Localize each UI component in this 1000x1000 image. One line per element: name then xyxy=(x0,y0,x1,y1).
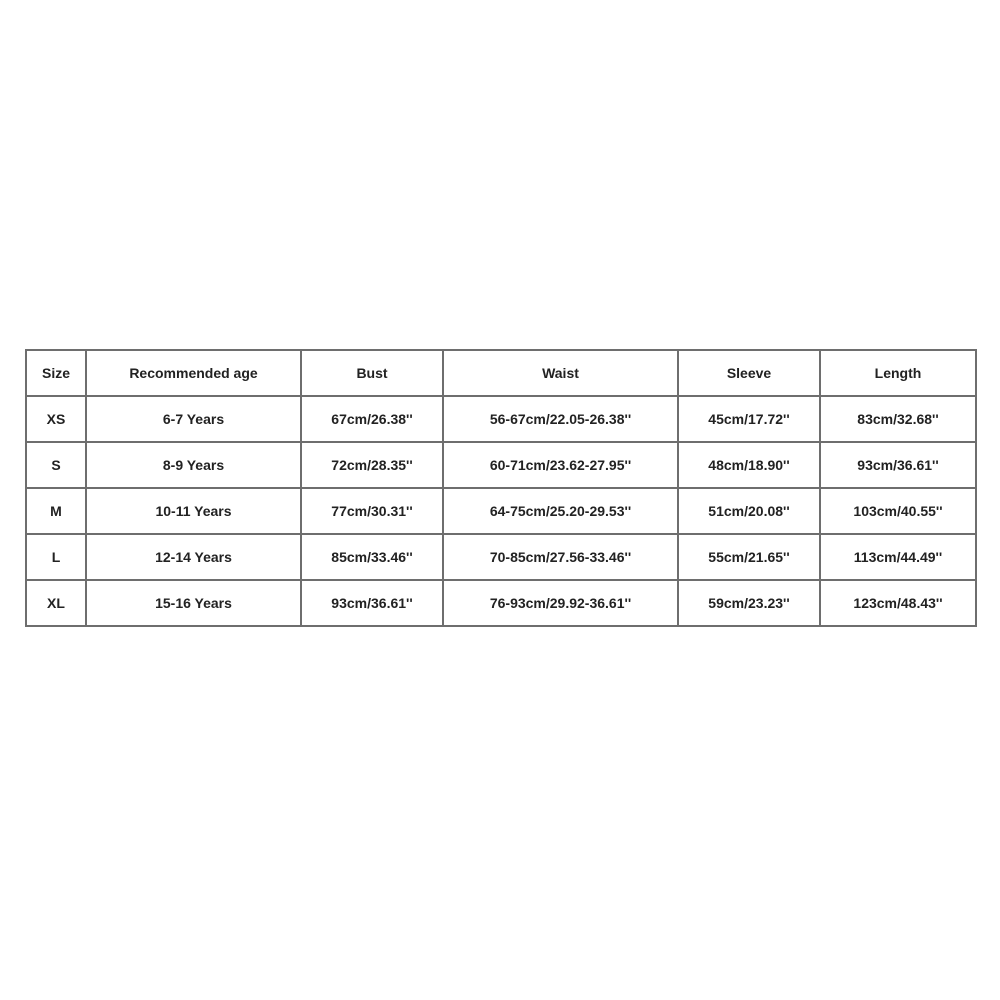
cell-waist: 70-85cm/27.56-33.46'' xyxy=(443,534,678,580)
size-chart-table xyxy=(25,349,977,627)
header-bust: Bust xyxy=(301,350,443,396)
table-row xyxy=(26,396,976,442)
table-row xyxy=(26,580,976,626)
cell-size: XL xyxy=(26,580,86,626)
cell-waist: 64-75cm/25.20-29.53'' xyxy=(443,488,678,534)
cell-waist: 60-71cm/23.62-27.95'' xyxy=(443,442,678,488)
cell-sleeve: 55cm/21.65'' xyxy=(678,534,820,580)
cell-age: 8-9 Years xyxy=(86,442,301,488)
cell-length: 93cm/36.61'' xyxy=(820,442,976,488)
cell-sleeve: 48cm/18.90'' xyxy=(678,442,820,488)
cell-bust: 77cm/30.31'' xyxy=(301,488,443,534)
cell-sleeve: 59cm/23.23'' xyxy=(678,580,820,626)
cell-bust: 72cm/28.35'' xyxy=(301,442,443,488)
cell-size: XS xyxy=(26,396,86,442)
cell-sleeve: 45cm/17.72'' xyxy=(678,396,820,442)
cell-sleeve: 51cm/20.08'' xyxy=(678,488,820,534)
header-recommended-age: Recommended age xyxy=(86,350,301,396)
cell-waist: 76-93cm/29.92-36.61'' xyxy=(443,580,678,626)
cell-bust: 93cm/36.61'' xyxy=(301,580,443,626)
cell-age: 15-16 Years xyxy=(86,580,301,626)
cell-size: S xyxy=(26,442,86,488)
cell-bust: 67cm/26.38'' xyxy=(301,396,443,442)
cell-age: 6-7 Years xyxy=(86,396,301,442)
table-row xyxy=(26,534,976,580)
table-row xyxy=(26,488,976,534)
cell-length: 83cm/32.68'' xyxy=(820,396,976,442)
cell-size: L xyxy=(26,534,86,580)
header-size: Size xyxy=(26,350,86,396)
cell-length: 113cm/44.49'' xyxy=(820,534,976,580)
cell-age: 12-14 Years xyxy=(86,534,301,580)
header-length: Length xyxy=(820,350,976,396)
cell-size: M xyxy=(26,488,86,534)
cell-length: 103cm/40.55'' xyxy=(820,488,976,534)
cell-bust: 85cm/33.46'' xyxy=(301,534,443,580)
table-row xyxy=(26,442,976,488)
header-row xyxy=(26,350,976,396)
cell-length: 123cm/48.43'' xyxy=(820,580,976,626)
cell-waist: 56-67cm/22.05-26.38'' xyxy=(443,396,678,442)
header-waist: Waist xyxy=(443,350,678,396)
header-sleeve: Sleeve xyxy=(678,350,820,396)
cell-age: 10-11 Years xyxy=(86,488,301,534)
